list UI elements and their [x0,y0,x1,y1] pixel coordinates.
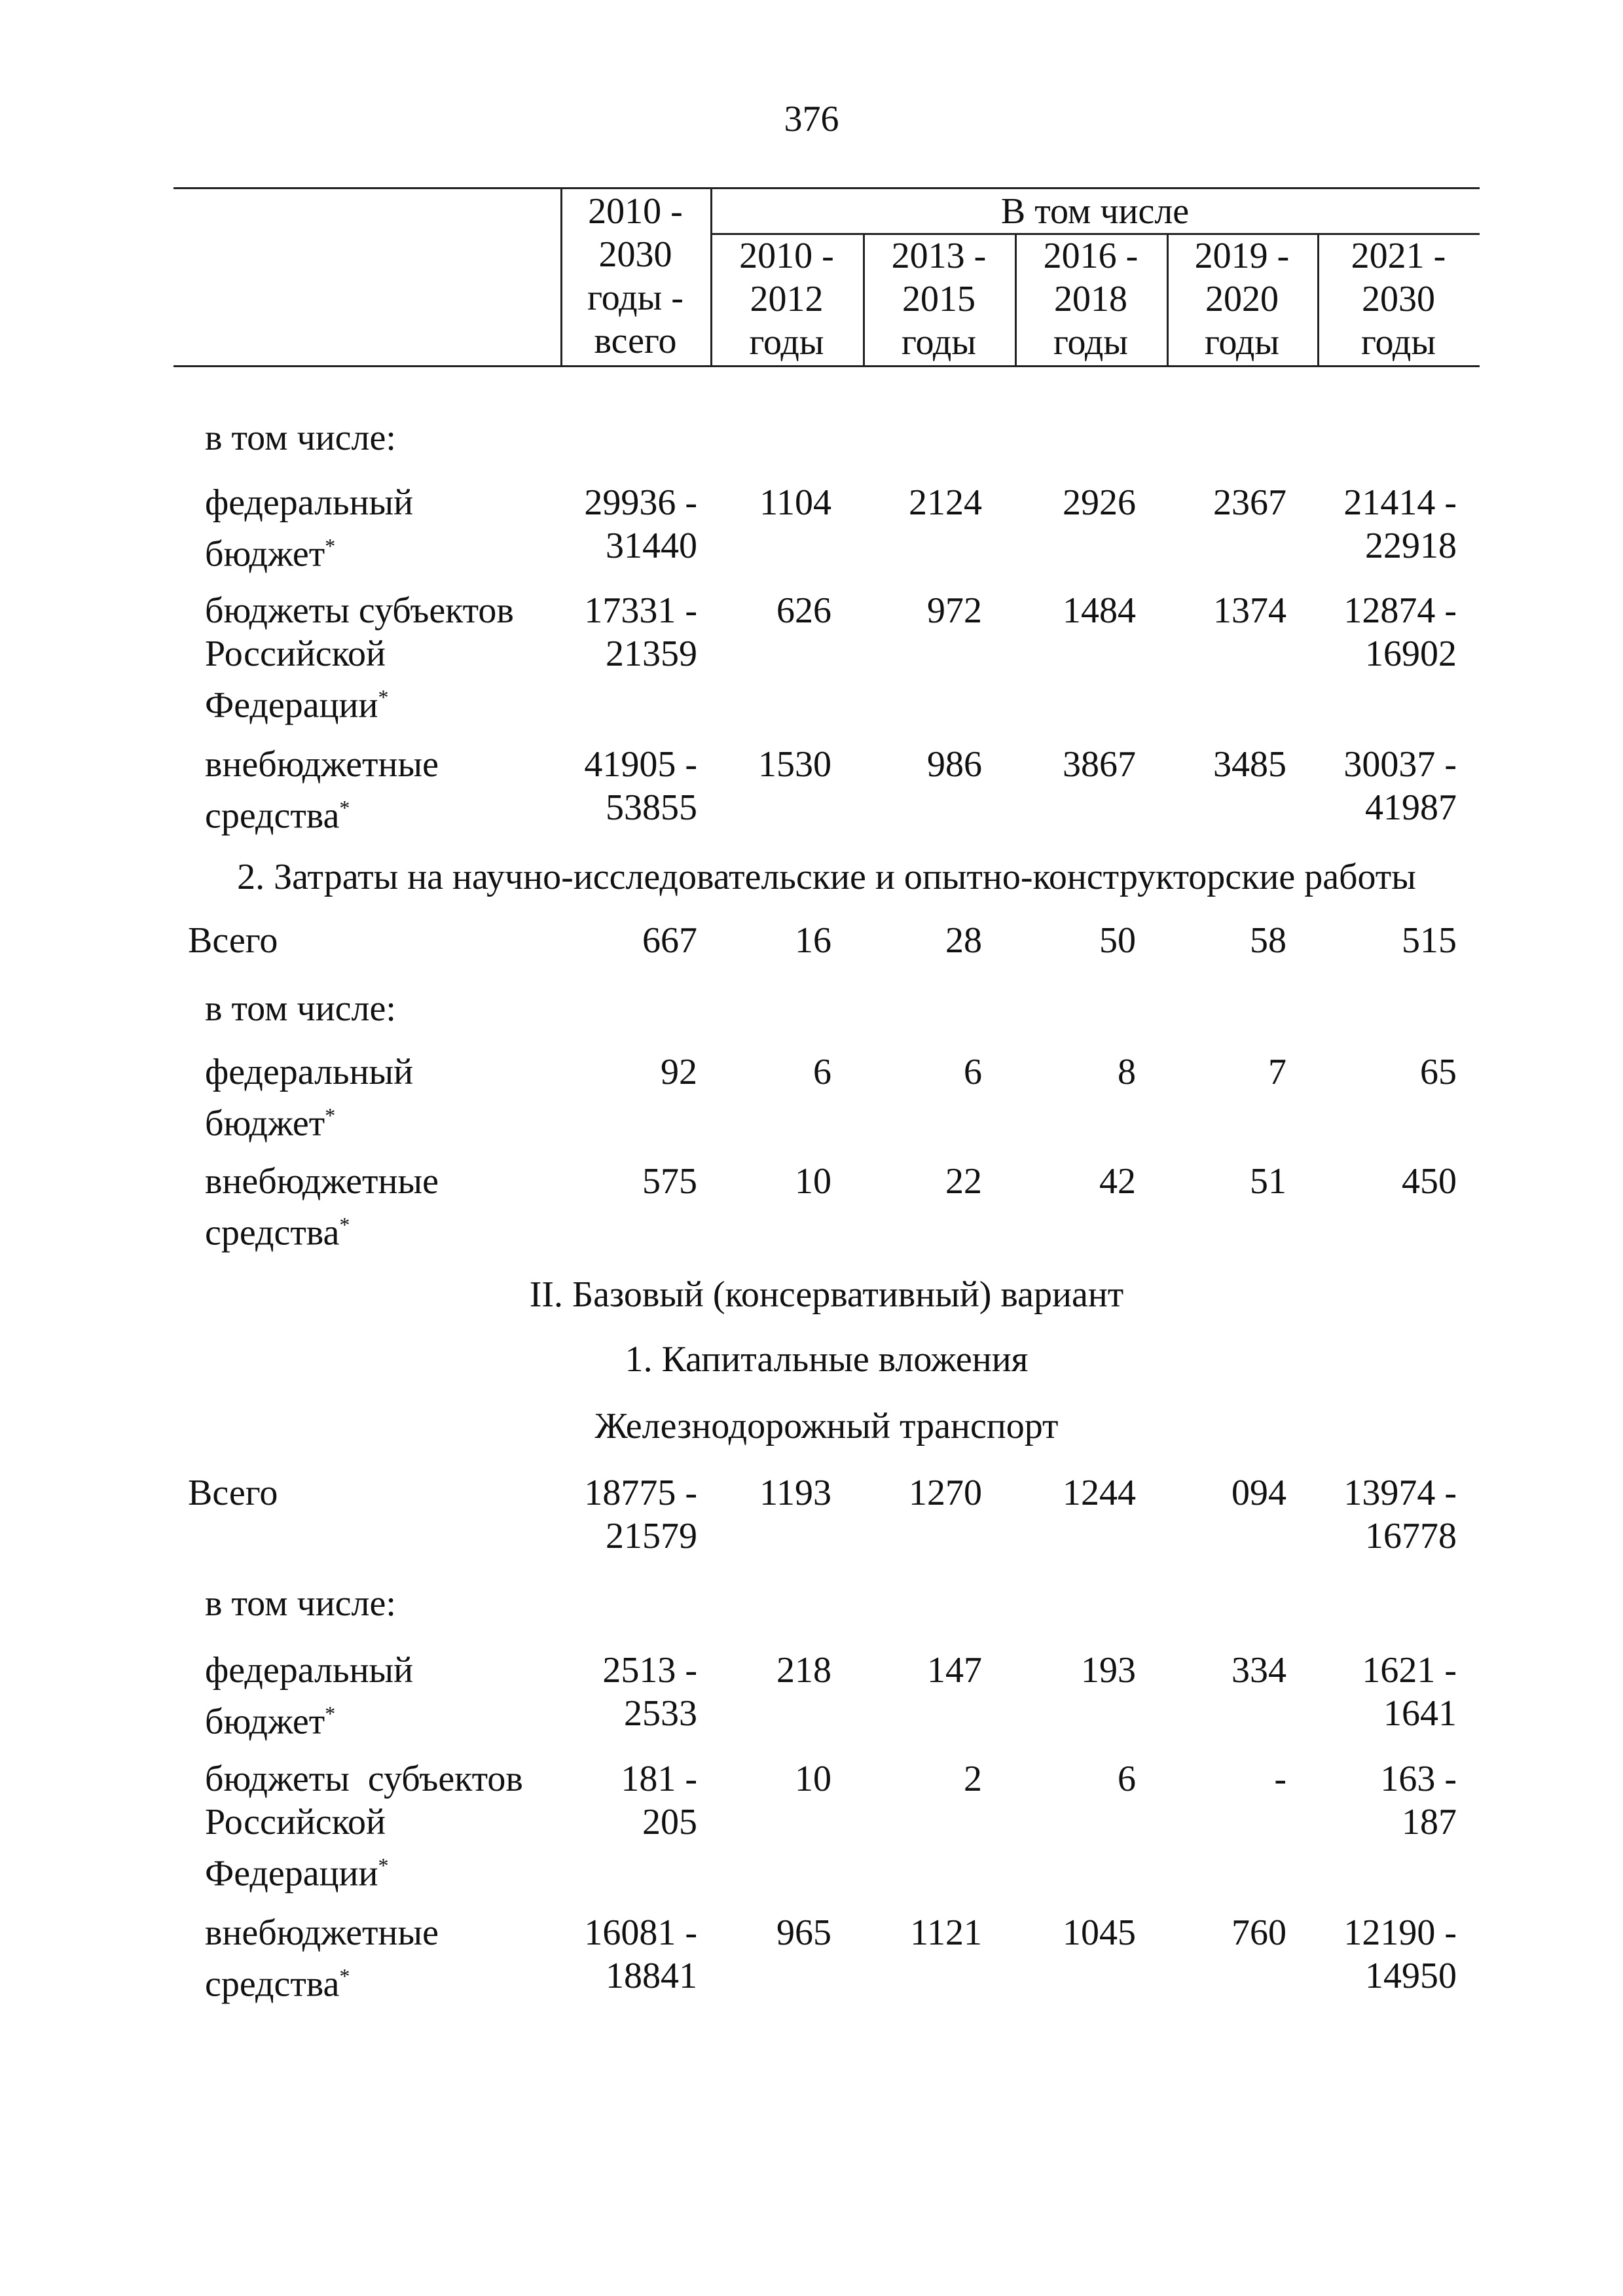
cell-last: 1621 - 1641 [1362,1650,1457,1734]
cell-value: 7 [1268,1052,1286,1092]
cell-value: 1121 [910,1912,982,1953]
cell-value: 1484 [1063,590,1136,631]
cell-value: 986 [927,744,982,785]
cell-total: 2513 - 2533 [602,1650,697,1734]
header-period-col: 2013 - 2015 годы [891,236,987,363]
cell-value: 1530 [758,744,831,785]
cell-value: 2367 [1213,482,1286,523]
cell-value: 1193 [759,1473,831,1513]
cell-value: 1374 [1213,590,1286,631]
cell-value: 8 [1118,1052,1136,1092]
cell-value: 50 [1099,920,1136,961]
cell-last: 21414 - 22918 [1343,482,1457,566]
incl-label: в том числе: [205,988,396,1029]
cell-value: 965 [776,1912,831,1953]
cell-total: 92 [661,1052,697,1092]
cell-value: 334 [1231,1650,1286,1691]
cell-last: 163 - 187 [1380,1759,1457,1842]
cell-value: 1104 [759,482,831,523]
header-period-col: 2019 - 2020 годы [1194,236,1290,363]
row-label: бюджеты субъектов Российской Федерации* [205,1759,523,1894]
cell-value: 3867 [1063,744,1136,785]
cell-last: 65 [1420,1052,1457,1092]
cell-last: 30037 - 41987 [1343,744,1457,828]
cell-value: 626 [776,590,831,631]
cell-total: 17331 - 21359 [584,590,697,674]
incl-label: в том числе: [205,1583,396,1624]
cell-value: 51 [1250,1161,1286,1202]
row-label: внебюджетные средства* [205,744,439,836]
row-label: Всего [188,920,278,961]
cell-value: 094 [1231,1473,1286,1513]
cell-last: 12190 - 14950 [1343,1912,1457,1996]
incl-label: в том числе: [205,418,396,458]
cell-value: 1244 [1063,1473,1136,1513]
page-number: 376 [784,99,839,139]
cell-total: 667 [642,920,697,961]
cell-value: 28 [945,920,982,961]
cell-value: 2926 [1063,482,1136,523]
cell-value: 3485 [1213,744,1286,785]
cell-value: 2 [964,1759,982,1799]
cell-value: 2124 [909,482,982,523]
header-period-col: 2016 - 2018 годы [1043,236,1139,363]
row-label: федеральный бюджет* [205,1052,414,1144]
cell-total: 29936 - 31440 [584,482,697,566]
cell-value: - [1274,1759,1286,1799]
cell-value: 6 [813,1052,831,1092]
cell-value: 218 [776,1650,831,1691]
cell-last: 13974 - 16778 [1343,1473,1457,1556]
cell-value: 22 [945,1161,982,1202]
row-label: федеральный бюджет* [205,1650,414,1742]
row-label: внебюджетные средства* [205,1161,439,1253]
section-title: 2. Затраты на научно-исследовательские и опытно-конструкторские работы [237,857,1416,897]
header-bottom-rule [173,365,1480,367]
row-label: бюджеты субъектов Российской Федерации* [205,590,514,726]
subsection-title: 1. Капитальные вложения [625,1339,1029,1380]
transport-title: Железнодорожный транспорт [594,1406,1059,1446]
cell-last: 450 [1402,1161,1457,1202]
cell-total: 575 [642,1161,697,1202]
cell-value: 760 [1231,1912,1286,1953]
variant-title: II. Базовый (консервативный) вариант [529,1274,1124,1315]
cell-value: 147 [927,1650,982,1691]
cell-value: 6 [964,1052,982,1092]
cell-value: 10 [795,1161,831,1202]
cell-value: 6 [1118,1759,1136,1799]
cell-value: 1270 [909,1473,982,1513]
cell-value: 193 [1081,1650,1136,1691]
row-label: внебюджетные средства* [205,1912,439,2005]
cell-value: 16 [795,920,831,961]
cell-last: 12874 - 16902 [1343,590,1457,674]
cell-value: 42 [1099,1161,1136,1202]
row-label: Всего [188,1473,278,1513]
cell-value: 972 [927,590,982,631]
cell-value: 58 [1250,920,1286,961]
cell-total: 16081 - 18841 [584,1912,697,1996]
header-group-label: В том числе [1000,191,1190,232]
cell-total: 41905 - 53855 [584,744,697,828]
header-period-col: 2010 - 2012 годы [739,236,834,363]
row-label: федеральный бюджет* [205,482,414,575]
cell-value: 1045 [1063,1912,1136,1953]
header-top-rule [173,187,1480,189]
cell-value: 10 [795,1759,831,1799]
header-total-col: 2010 - 2030 годы - всего [587,191,684,361]
cell-total: 181 - 205 [621,1759,697,1842]
cell-last: 515 [1402,920,1457,961]
cell-total: 18775 - 21579 [584,1473,697,1556]
header-period-col: 2021 - 2030 годы [1351,236,1446,363]
